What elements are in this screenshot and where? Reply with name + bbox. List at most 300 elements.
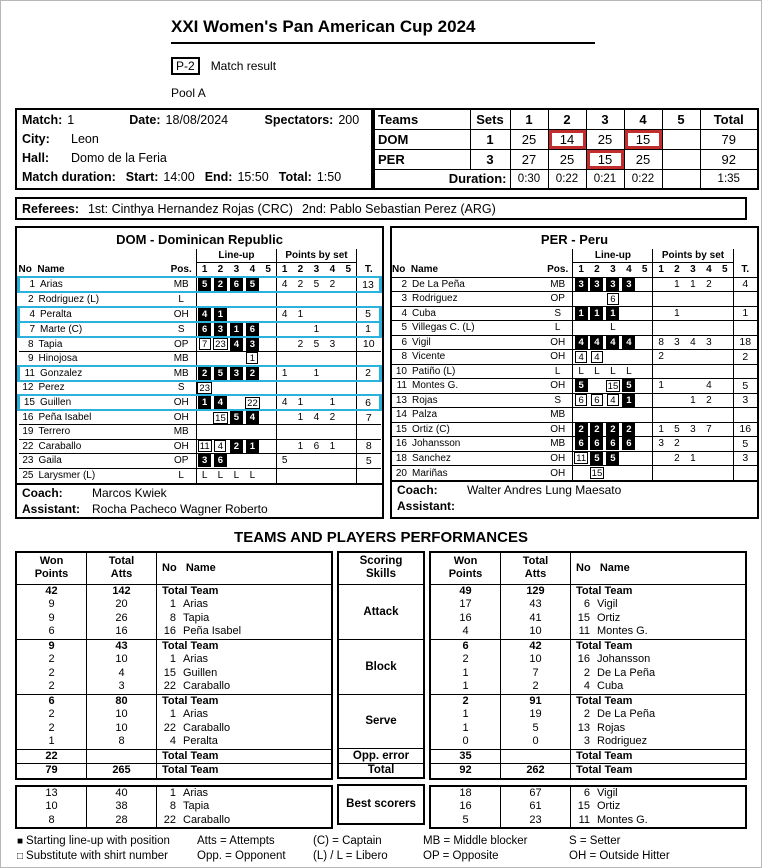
won-points-cell: 2 xyxy=(17,667,87,681)
lineup-cell xyxy=(573,335,589,350)
lineup-cell xyxy=(244,366,260,381)
player-no-name xyxy=(392,466,543,481)
player-number: 1 xyxy=(29,279,35,290)
lineup-cell xyxy=(244,337,260,352)
player-name: Johansson xyxy=(412,438,461,450)
empty-header-cell xyxy=(357,249,381,262)
assistant-row xyxy=(392,498,757,514)
player-number: 16 xyxy=(163,625,176,637)
player-cell xyxy=(157,814,331,828)
points-by-set-cell: 1 xyxy=(276,366,292,381)
player-name: Marte (C) xyxy=(40,323,83,335)
player-number: 25 xyxy=(22,470,34,481)
starting-lineup-mark: 6 xyxy=(198,323,211,336)
lineup-cell xyxy=(260,381,276,396)
player-cell xyxy=(571,585,745,599)
starting-lineup-mark: 5 xyxy=(230,411,243,424)
lineup-cell xyxy=(212,322,228,337)
points-by-set-cell xyxy=(324,468,340,483)
lineup-cell xyxy=(637,292,653,307)
points-by-set-cell: 1 xyxy=(308,366,324,381)
assistant-label: Assistant: xyxy=(22,501,81,516)
player-name: Arias xyxy=(183,598,209,610)
total-atts-cell xyxy=(87,750,157,764)
player-position: MB xyxy=(166,366,196,381)
first-referee: 1st: Cinthya Hernandez Rojas (CRC) xyxy=(87,201,293,216)
legend-text: Substitute with shirt number xyxy=(26,850,168,862)
player-number: 6 xyxy=(401,336,407,348)
title-underline xyxy=(171,42,595,44)
points-by-set-cell xyxy=(717,437,733,452)
total-atts-cell: 7 xyxy=(501,667,571,681)
player-position: MB xyxy=(166,277,196,292)
lineup-cell xyxy=(196,425,212,440)
lineup-cell xyxy=(589,422,605,437)
won-points-cell: 8 xyxy=(17,814,87,828)
header-line: Total xyxy=(522,555,549,567)
lineup-cell xyxy=(621,451,637,466)
player-position: L xyxy=(166,292,196,307)
player-cell xyxy=(157,612,331,626)
player-total-points xyxy=(357,425,381,440)
spectators-label: Spectators: xyxy=(264,112,334,127)
player-name: Guillen xyxy=(40,397,72,408)
lineup-cell xyxy=(573,379,589,394)
player-position: OH xyxy=(166,307,196,322)
player-name: Vicente xyxy=(412,351,446,363)
player-position: MB xyxy=(166,351,196,366)
lineup-cell xyxy=(621,466,637,481)
player-total-points: 6 xyxy=(357,395,381,410)
points-by-set-cell: 3 xyxy=(685,422,701,437)
points-by-set-cell xyxy=(308,395,324,410)
assistant-name: Rocha Pacheco Wagner Roberto xyxy=(92,501,268,516)
starting-lineup-mark: 1 xyxy=(606,307,619,320)
starting-lineup-mark: 2 xyxy=(575,423,588,436)
lineup-set-header: 4 xyxy=(621,262,637,277)
won-points-cell: 10 xyxy=(17,800,87,814)
player-no-name xyxy=(19,277,167,292)
total-atts-cell: 10 xyxy=(87,722,157,736)
lineup-cell xyxy=(196,439,212,454)
player-row xyxy=(19,425,381,440)
roster-table xyxy=(392,249,757,480)
legend-line xyxy=(197,849,313,864)
points-by-set-cell xyxy=(324,381,340,396)
player-cell xyxy=(157,625,331,639)
header-line: Atts xyxy=(524,568,547,580)
libero-mark: L xyxy=(233,470,240,481)
player-position: OH xyxy=(166,395,196,410)
lineup-cell xyxy=(621,321,637,336)
points-by-set-cell xyxy=(340,277,356,292)
player-number: 15 xyxy=(163,666,176,679)
player-total-points: 4 xyxy=(733,277,757,292)
match-duration-label: Match duration: xyxy=(22,169,116,184)
lineup-cell xyxy=(196,322,212,337)
points-by-set-cell xyxy=(717,350,733,365)
points-by-set-cell: 4 xyxy=(276,307,292,322)
lineup-cell xyxy=(212,395,228,410)
points-by-set-cell xyxy=(669,292,685,307)
score-team-name: DOM xyxy=(374,129,470,149)
player-position: OH xyxy=(543,451,573,466)
points-by-set-cell: 2 xyxy=(324,410,340,425)
points-by-set-cell: 6 xyxy=(308,439,324,454)
won-points-cell: 2 xyxy=(431,653,501,667)
player-row xyxy=(392,277,757,292)
player-total-points: 10 xyxy=(357,337,381,352)
perf-row xyxy=(17,667,331,681)
lineup-cell xyxy=(260,322,276,337)
lineup-cell xyxy=(228,410,244,425)
starting-lineup-mark: 4 xyxy=(606,336,619,349)
points-by-set-cell xyxy=(669,408,685,423)
points-by-set-cell: 1 xyxy=(653,379,669,394)
legend-text: OP = Opposite xyxy=(423,850,499,862)
lineup-cell xyxy=(573,364,589,379)
lineup-cell xyxy=(196,351,212,366)
player-name: Villegas C. (L) xyxy=(412,322,475,334)
player-name: Cuba xyxy=(597,680,624,692)
won-points-cell: 9 xyxy=(17,612,87,626)
score-set-cell: 25 xyxy=(624,149,662,169)
player-total-points xyxy=(357,292,381,307)
points-group-header: Points by set xyxy=(653,249,733,262)
starting-lineup-mark: 6 xyxy=(214,454,227,467)
player-total-points: 5 xyxy=(733,379,757,394)
perf-row xyxy=(431,750,745,764)
player-no-name xyxy=(19,322,167,337)
score-header-cell: 4 xyxy=(624,109,662,129)
legend-text: (L) / L = Libero xyxy=(313,850,388,862)
lineup-cell xyxy=(573,393,589,408)
total-atts-cell: 28 xyxy=(87,814,157,828)
roster-title: DOM - Dominican Republic xyxy=(116,232,283,247)
perf-row xyxy=(17,625,331,639)
player-cell xyxy=(157,750,331,764)
score-set-cell: 15 xyxy=(586,149,624,169)
score-set-cell: 15 xyxy=(624,129,662,149)
points-by-set-cell xyxy=(653,393,669,408)
points-by-set-cell xyxy=(717,393,733,408)
city-value: Leon xyxy=(71,131,99,146)
points-by-set-cell xyxy=(685,321,701,336)
match-date: 18/08/2024 xyxy=(165,112,229,127)
player-position: OH xyxy=(543,335,573,350)
points-by-set-cell xyxy=(717,306,733,321)
total-atts-cell: 8 xyxy=(87,735,157,749)
player-name: Total Team xyxy=(576,694,633,707)
player-name: Palza xyxy=(412,409,438,421)
lineup-cell xyxy=(621,364,637,379)
points-by-set-cell xyxy=(701,451,717,466)
score-set-cell: 14 xyxy=(548,129,586,149)
points-by-set-cell xyxy=(340,307,356,322)
form-code-badge: P-2 xyxy=(171,57,200,75)
points-by-set-cell xyxy=(685,408,701,423)
substitute-mark: 4 xyxy=(575,351,587,363)
pos-header: Pos. xyxy=(543,262,573,277)
starting-lineup-mark: 6 xyxy=(622,437,635,450)
points-by-set-cell xyxy=(308,381,324,396)
player-name: Sanchez xyxy=(412,452,451,464)
score-team-row xyxy=(374,149,758,169)
points-by-set-cell xyxy=(292,425,308,440)
form-label: Match result xyxy=(210,59,277,73)
starting-lineup-mark: 4 xyxy=(622,336,635,349)
points-by-set-cell: 2 xyxy=(292,277,308,292)
points-by-set-cell xyxy=(717,451,733,466)
total-atts-cell: 61 xyxy=(501,800,571,814)
score-header-cell: 3 xyxy=(586,109,624,129)
assistant-label: Assistant: xyxy=(397,499,456,513)
lineup-cell xyxy=(589,335,605,350)
lineup-cell xyxy=(196,307,212,322)
perf-row xyxy=(431,653,745,667)
rosters-section xyxy=(15,226,759,519)
second-referee: 2nd: Pablo Sebastian Perez (ARG) xyxy=(301,201,496,216)
player-name: Montes G. xyxy=(597,625,648,637)
points-by-set-cell xyxy=(276,410,292,425)
player-number: 15 xyxy=(23,397,35,408)
legend-line xyxy=(569,834,670,849)
won-points-cell: 1 xyxy=(431,680,501,694)
player-number: 6 xyxy=(583,786,590,799)
player-number: 15 xyxy=(577,800,590,812)
lineup-cell xyxy=(637,466,653,481)
points-by-set-cell xyxy=(292,292,308,307)
total-atts-header xyxy=(87,553,157,584)
perf-row xyxy=(431,667,745,681)
starting-lineup-mark: 1 xyxy=(198,396,211,409)
player-position: L xyxy=(543,364,573,379)
points-by-set-cell xyxy=(717,466,733,481)
points-by-set-cell xyxy=(653,277,669,292)
points-by-set-cell xyxy=(685,292,701,307)
lineup-cell xyxy=(573,292,589,307)
starting-lineup-mark: 2 xyxy=(198,367,211,380)
lineup-cell xyxy=(212,307,228,322)
points-by-set-cell: 5 xyxy=(308,277,324,292)
starting-lineup-mark: 4 xyxy=(214,396,227,409)
legend-column xyxy=(423,834,569,864)
player-cell xyxy=(571,787,745,801)
best-scorers-table xyxy=(15,785,333,830)
player-number: 22 xyxy=(163,721,176,734)
starting-lineup-mark: 6 xyxy=(575,437,588,450)
empty-header-cell xyxy=(392,249,573,262)
perf-section xyxy=(17,763,331,778)
perf-row xyxy=(17,598,331,612)
total-atts-cell: 10 xyxy=(501,625,571,639)
player-name: Rodriguez xyxy=(412,293,458,305)
won-points-cell: 1 xyxy=(431,722,501,736)
points-by-set-cell: 1 xyxy=(669,306,685,321)
player-position: MB xyxy=(543,408,573,423)
lineup-cell xyxy=(589,379,605,394)
player-position: OH xyxy=(166,410,196,425)
points-by-set-cell xyxy=(717,422,733,437)
lineup-cell xyxy=(244,292,260,307)
starting-lineup-mark: 2 xyxy=(214,278,227,291)
player-name: Total Team xyxy=(162,694,219,707)
score-set-cell: 25 xyxy=(548,149,586,169)
lineup-cell xyxy=(621,422,637,437)
perf-row xyxy=(17,735,331,749)
player-cell xyxy=(571,764,745,778)
player-cell xyxy=(571,625,745,639)
lineup-cell xyxy=(228,439,244,454)
spectators-value: 200 xyxy=(338,112,360,127)
total-atts-cell: 43 xyxy=(501,598,571,612)
player-total-points: 16 xyxy=(733,422,757,437)
player-cell xyxy=(157,722,331,736)
lineup-cell xyxy=(621,335,637,350)
total-atts-cell: 265 xyxy=(87,764,157,778)
points-by-set-cell xyxy=(276,439,292,454)
player-name: Arias xyxy=(183,653,209,665)
player-name: Patiño (L) xyxy=(412,365,456,377)
score-header-cell: 2 xyxy=(548,109,586,129)
points-by-set-cell xyxy=(669,379,685,394)
perf-section xyxy=(431,749,745,764)
player-name: Gaila xyxy=(38,455,62,467)
lineup-cell xyxy=(244,468,260,483)
points-by-set-cell xyxy=(669,466,685,481)
starting-lineup-mark: 2 xyxy=(590,423,603,436)
lineup-cell xyxy=(573,321,589,336)
player-cell xyxy=(571,800,745,814)
points-by-set-cell xyxy=(292,468,308,483)
starting-lineup-mark: 5 xyxy=(606,452,619,465)
lineup-cell xyxy=(605,292,621,307)
skill-label: Serve xyxy=(339,694,423,749)
lineup-cell xyxy=(589,437,605,452)
legend-text: MB = Middle blocker xyxy=(423,835,528,847)
points-by-set-cell: 2 xyxy=(669,437,685,452)
lineup-cell xyxy=(637,379,653,394)
lineup-cell xyxy=(244,454,260,469)
perf-section xyxy=(17,585,331,639)
points-set-header: 5 xyxy=(717,262,733,277)
points-by-set-cell xyxy=(340,454,356,469)
lineup-cell xyxy=(196,454,212,469)
lineup-cell xyxy=(621,350,637,365)
player-position: MB xyxy=(550,278,566,290)
legend-text: OH = Outside Hitter xyxy=(569,850,670,862)
roster-column-header-row xyxy=(392,262,757,277)
skill-label: Opp. error xyxy=(339,748,423,763)
total-atts-cell: 41 xyxy=(501,612,571,626)
substitute-mark: 11 xyxy=(576,453,587,465)
coach-label: Coach: xyxy=(22,485,63,500)
won-points-cell: 9 xyxy=(17,640,87,654)
lineup-cell xyxy=(196,366,212,381)
lineup-cell xyxy=(573,277,589,292)
lineup-cell xyxy=(212,366,228,381)
lineup-cell xyxy=(228,395,244,410)
points-by-set-cell: 1 xyxy=(308,322,324,337)
points-by-set-cell xyxy=(653,306,669,321)
starting-lineup-mark: 3 xyxy=(606,278,619,291)
won-points-cell: 5 xyxy=(431,814,501,828)
player-row xyxy=(392,466,757,481)
skill-label: Attack xyxy=(363,605,399,618)
best-scorers-table xyxy=(429,785,747,830)
player-row xyxy=(19,395,381,410)
substitute-mark: 4 xyxy=(607,394,619,406)
player-position: OP xyxy=(166,454,196,469)
points-by-set-cell xyxy=(653,466,669,481)
score-header-cell: Sets xyxy=(470,109,510,129)
points-by-set-cell: 4 xyxy=(276,395,292,410)
player-number: 16 xyxy=(577,653,590,665)
score-header-cell: 5 xyxy=(662,109,700,129)
player-no-name xyxy=(392,379,543,394)
player-number: 18 xyxy=(395,452,407,464)
score-sets-won: 1 xyxy=(470,129,510,149)
lineup-cell xyxy=(212,381,228,396)
player-number: 12 xyxy=(22,382,34,394)
player-total-points: 5 xyxy=(733,437,757,452)
points-by-set-cell xyxy=(340,366,356,381)
legend-text: S = Setter xyxy=(569,835,621,847)
player-no-name xyxy=(392,422,543,437)
lineup-cell xyxy=(621,306,637,321)
lineup-cell xyxy=(605,277,621,292)
assistant-row xyxy=(17,501,382,517)
lineup-cell xyxy=(260,439,276,454)
player-no-name xyxy=(392,451,543,466)
player-row xyxy=(392,408,757,423)
lineup-cell xyxy=(637,451,653,466)
perf-row xyxy=(17,787,331,801)
lineup-cell xyxy=(605,408,621,423)
lineup-cell xyxy=(228,322,244,337)
player-no-name xyxy=(19,425,167,440)
header-line: Won xyxy=(39,555,64,567)
player-row xyxy=(392,364,757,379)
city-label: City: xyxy=(22,131,50,146)
lineup-cell xyxy=(228,351,244,366)
player-cell xyxy=(571,695,745,709)
player-cell xyxy=(571,750,745,764)
libero-mark: L xyxy=(249,470,256,481)
player-row xyxy=(392,350,757,365)
lineup-cell xyxy=(228,468,244,483)
lineup-cell xyxy=(605,379,621,394)
perf-section xyxy=(17,749,331,764)
player-name: Gonzalez xyxy=(40,367,83,379)
lineup-cell xyxy=(589,364,605,379)
player-position: L xyxy=(543,321,573,336)
starting-lineup-mark: 3 xyxy=(246,338,259,351)
starting-lineup-mark: 5 xyxy=(198,278,211,291)
player-name: Guillen xyxy=(183,666,218,679)
starting-lineup-mark: 5 xyxy=(590,452,603,465)
won-points-header xyxy=(17,553,87,584)
lineup-cell xyxy=(589,466,605,481)
player-number: 9 xyxy=(27,352,34,364)
points-by-set-cell: 3 xyxy=(701,335,717,350)
player-total-points: 13 xyxy=(357,277,381,292)
score-total-cell: 92 xyxy=(700,149,758,169)
perf-row xyxy=(431,764,745,778)
points-by-set-cell xyxy=(701,321,717,336)
no-name-header: No Name xyxy=(392,262,543,277)
lineup-set-header: 3 xyxy=(605,262,621,277)
